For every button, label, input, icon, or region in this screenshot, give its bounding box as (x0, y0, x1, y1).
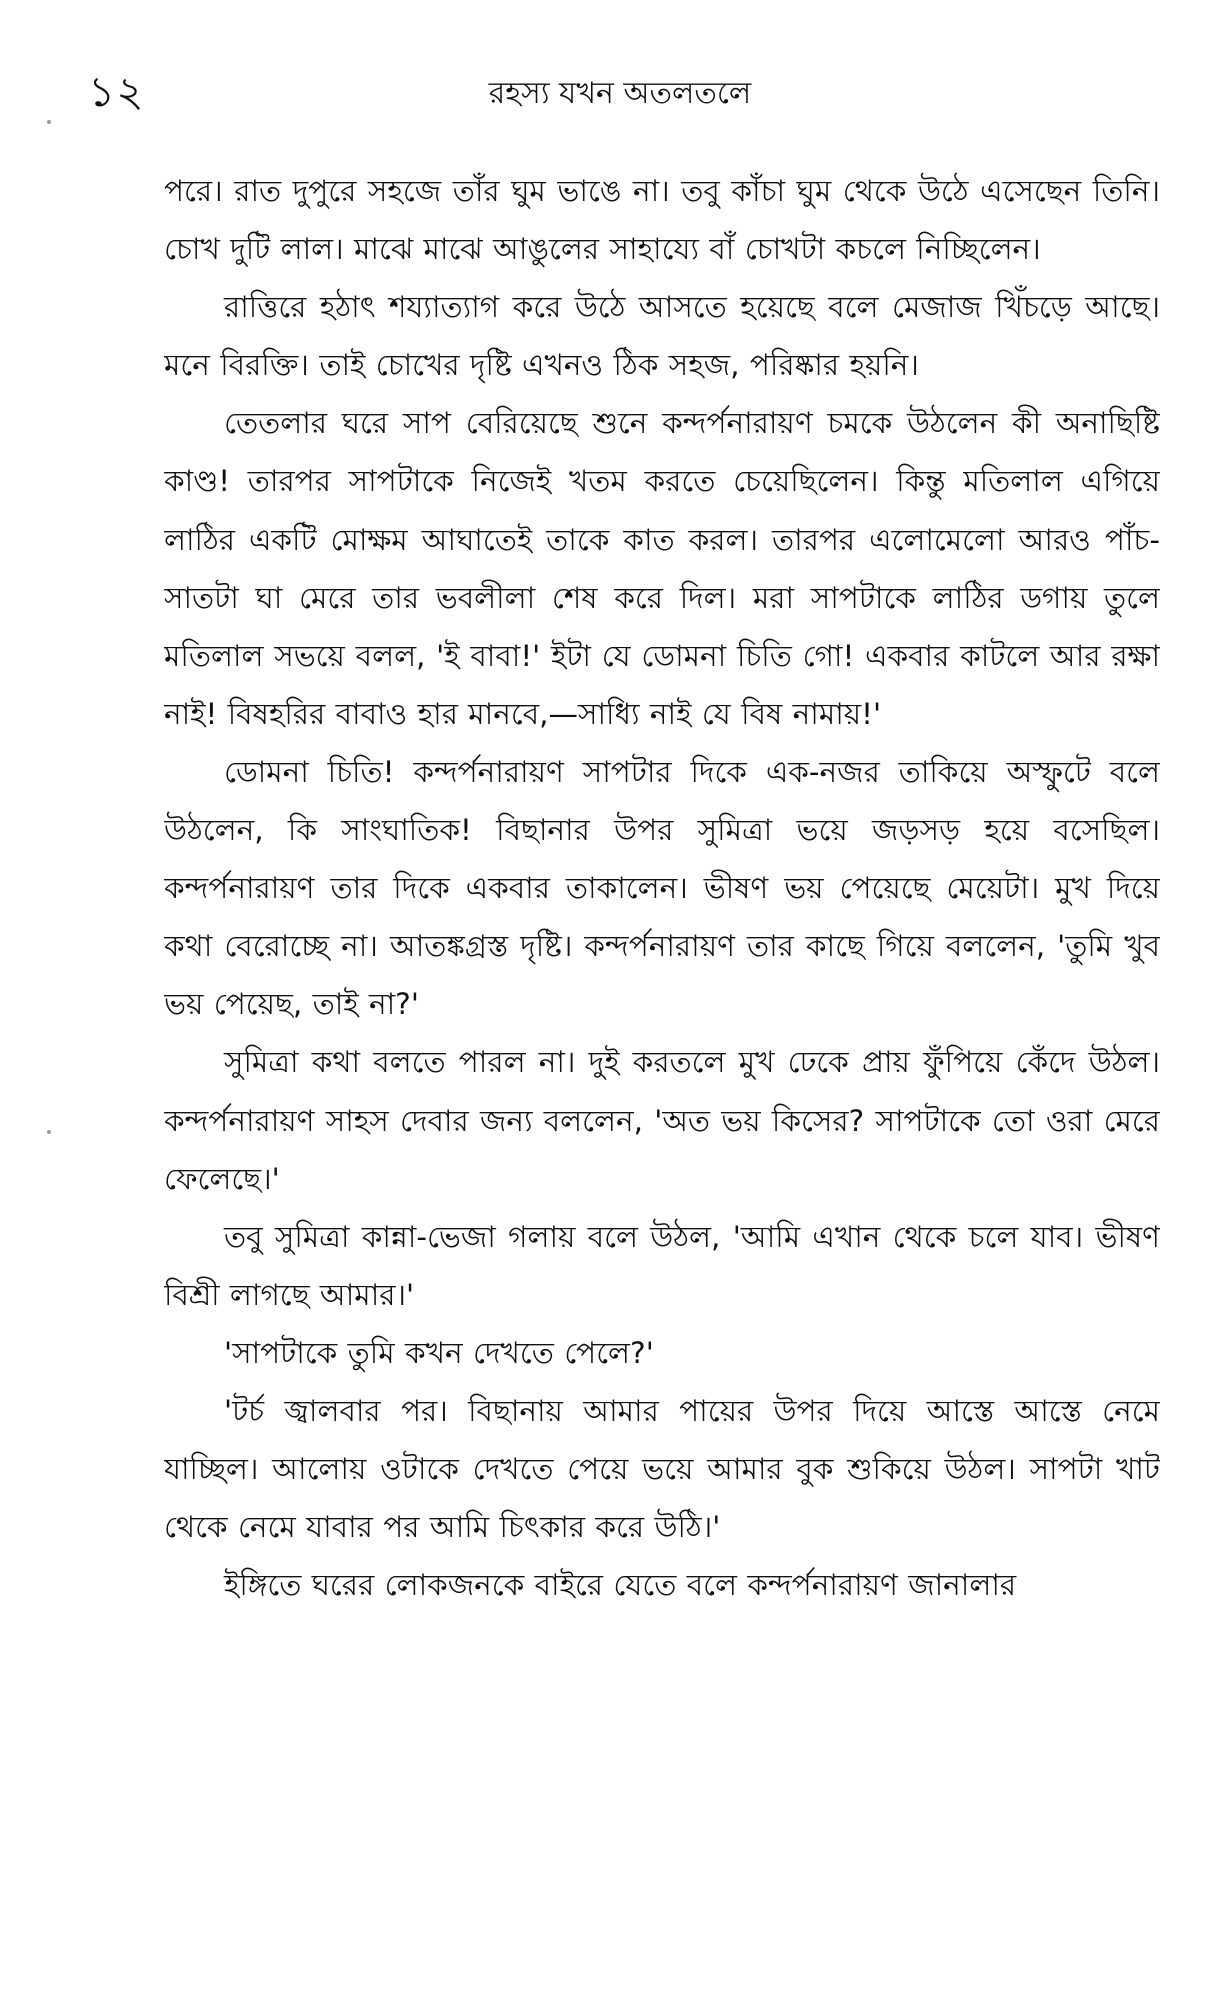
page-header (80, 58, 1160, 118)
paragraph: পরে। রাত দুপুরে সহজে তাঁর ঘুম ভাঙে না। তবু কাঁচা ঘুম থেকে উঠে এসেছেন তিনি। চোখ দুটি লাল। মাঝে মাঝে আঙুলের সাহায্যে বাঁ চোখটা কচলে নিচ্ছিলেন। (164, 174, 1160, 267)
paragraph: সুমিত্রা কথা বলতে পারল না। দুই করতলে মুখ ঢেকে প্রায় ফুঁপিয়ে কেঁদে উঠল। কন্দর্পনারায়ণ সাহস দেবার জন্য বললেন, 'অত ভয় কিসের? সাপটাকে তো ওরা মেরে ফেলেছে।' (164, 1045, 1160, 1196)
paragraph: রাত্তিরে হঠাৎ শয্যাত্যাগ করে উঠে আসতে হয়েছে বলে মেজাজ খিঁচড়ে আছে। মনে বিরক্তি। তাই চোখের দৃষ্টি এখনও ঠিক সহজ, পরিষ্কার হয়নি। (164, 290, 1160, 383)
paragraph: ডোমনা চিতি! কন্দর্পনারায়ণ সাপটার দিকে এক-নজর তাকিয়ে অস্ফুটে বলে উঠলেন, কি সাংঘাতিক! বিছানার উপর সুমিত্রা ভয়ে জড়সড় হয়ে বসেছিল। কন্দর্পনারায়ণ তার দিকে একবার তাকালেন। ভীষণ ভয় পেয়েছে মেয়েটা। মুখ দিয়ে কথা বেরোচ্ছে না। আতঙ্কগ্রস্ত দৃষ্টি। কন্দর্পনারায়ণ তার কাছে গিয়ে বললেন, 'তুমি খুব ভয় পেয়েছ, তাই না?' (164, 754, 1160, 1022)
page-number: ১২ (88, 67, 145, 116)
running-title: রহস্য যখন অতলতলে (488, 76, 752, 111)
paragraph: 'টর্চ জ্বালবার পর। বিছানায় আমার পায়ের উপর দিয়ে আস্তে আস্তে নেমে যাচ্ছিল। আলোয় ওটাকে দেখতে পেয়ে ভয়ে আমার বুক শুকিয়ে উঠল। সাপটা খাট থেকে নেমে যাবার পর আমি চিৎকার করে উঠি।' (164, 1393, 1160, 1545)
paragraph: তবু সুমিত্রা কান্না-ভেজা গলায় বলে উঠল, 'আমি এখান থেকে চলে যাব। ভীষণ বিশ্রী লাগছে আমার।' (164, 1219, 1160, 1312)
paragraph: 'সাপটাকে তুমি কখন দেখতে পেলে?' (224, 1335, 654, 1370)
body-text (164, 162, 1160, 1942)
paragraph: ইঙ্গিতে ঘরের লোকজনকে বাইরে যেতে বলে কন্দর্পনারায়ণ জানালার (224, 1568, 1017, 1603)
paragraph: তেতলার ঘরে সাপ বেরিয়েছে শুনে কন্দর্পনারায়ণ চমকে উঠলেন কী অনাছিষ্টি কাণ্ড! তারপর সাপটাকে নিজেই খতম করতে চেয়েছিলেন। কিন্তু মতিলাল এগিয়ে লাঠির একটি মোক্ষম আঘাতেই তাকে কাত করল। তারপর এলোমেলো আরও পাঁচ-সাতটা ঘা মেরে তার ভবলীলা শেষ করে দিল। মরা সাপটাকে লাঠির ডগায় তুলে মতিলাল সভয়ে বলল, 'ই বাবা!' ইটা যে ডোমনা চিতি গো! একবার কাটলে আর রক্ষা নাই! বিষহরির বাবাও হার মানবে,—সাধ্যি নাই যে বিষ নামায়!' (164, 406, 1160, 731)
margin-speck (47, 120, 51, 124)
margin-speck (47, 1130, 51, 1134)
